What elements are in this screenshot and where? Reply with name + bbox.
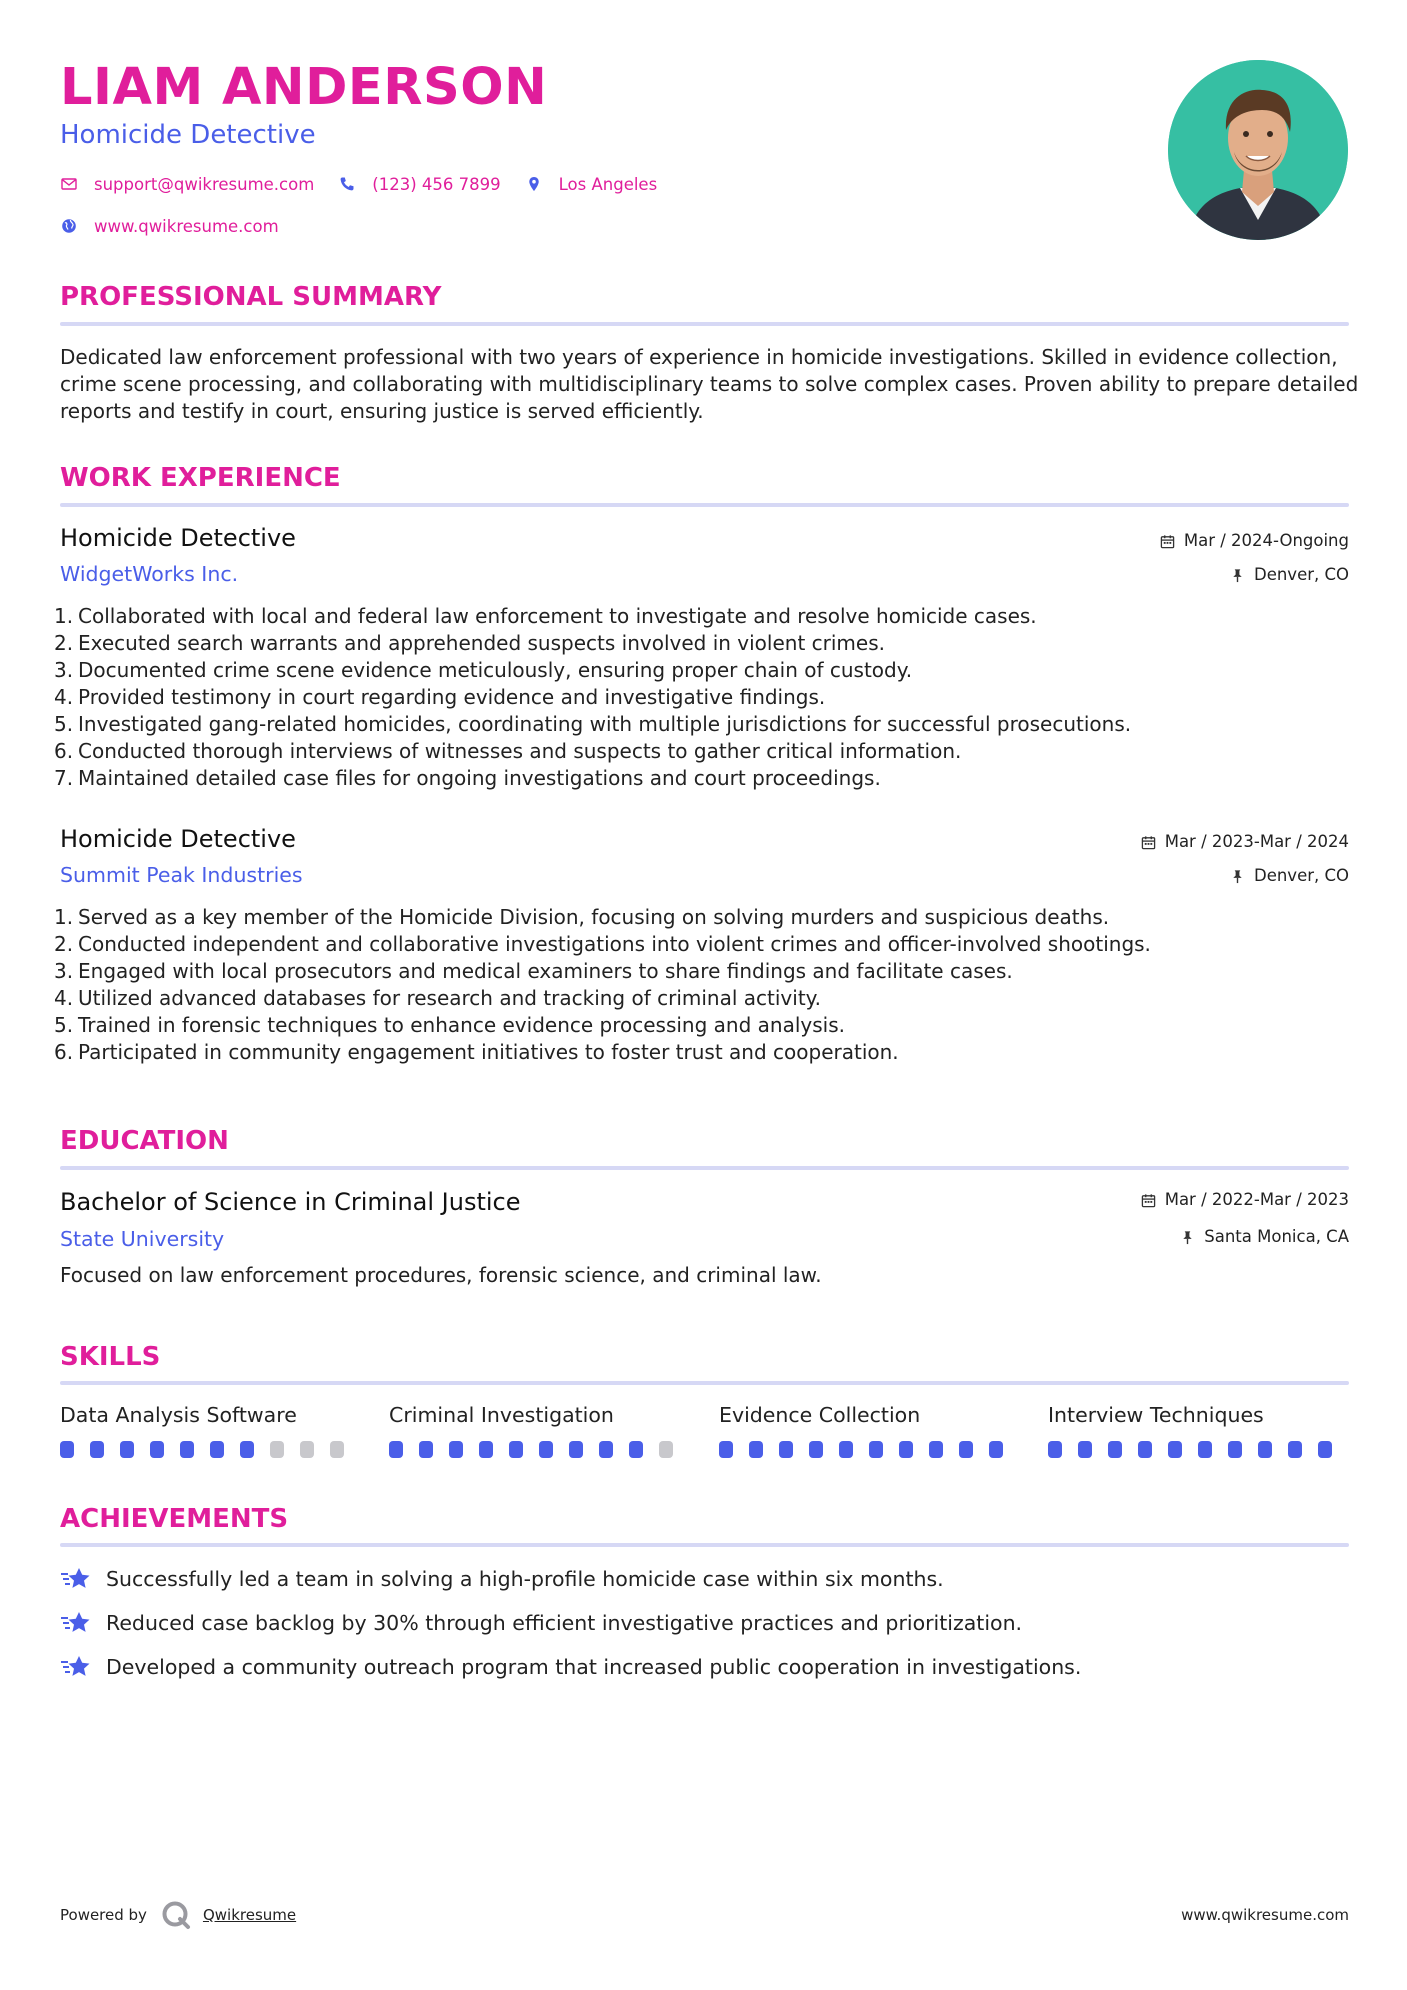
rating-dot-filled xyxy=(90,1441,104,1458)
contact-location xyxy=(525,175,658,194)
job-2-title: Homicide Detective xyxy=(60,825,296,853)
envelope-icon xyxy=(60,175,78,193)
list-item: 4. Utilized advanced databases for research and tracking of criminal activity. xyxy=(54,986,822,1010)
brand-link[interactable]: Qwikresume xyxy=(202,1906,297,1924)
list-item: 2. Executed search warrants and apprehended suspects involved in violent crimes. xyxy=(54,631,885,655)
contact-row-2 xyxy=(60,214,303,238)
achievement-item xyxy=(60,1565,944,1593)
rating-dot-filled xyxy=(150,1441,164,1458)
skill-rating xyxy=(1048,1441,1348,1458)
rating-dot-filled xyxy=(509,1441,523,1458)
star-icon xyxy=(60,1566,92,1592)
rating-dot-filled xyxy=(839,1441,853,1458)
qwikresume-logo-icon xyxy=(161,1900,191,1930)
globe-icon xyxy=(60,217,78,235)
education-heading: EDUCATION xyxy=(60,1126,229,1156)
rating-dot-filled xyxy=(989,1441,1003,1458)
education-description: Focused on law enforcement procedures, forensic science, and criminal law. xyxy=(60,1263,822,1287)
phone-text: (123) 456 7899 xyxy=(372,174,501,194)
rating-dot-filled xyxy=(389,1441,403,1458)
education-school: State University xyxy=(60,1227,225,1251)
rating-dot-filled xyxy=(1048,1441,1062,1458)
section-divider xyxy=(60,1381,1349,1385)
summary-heading: PROFESSIONAL SUMMARY xyxy=(60,282,442,312)
star-icon xyxy=(60,1610,92,1636)
rating-dot-filled xyxy=(180,1441,194,1458)
skills-heading: SKILLS xyxy=(60,1342,161,1372)
skill-item xyxy=(1048,1401,1348,1458)
job-2-dates-text: Mar / 2023-Mar / 2024 xyxy=(1164,832,1349,851)
contact-email[interactable] xyxy=(60,175,314,194)
list-item: 6. Participated in community engagement initiatives to foster trust and cooperation. xyxy=(54,1040,899,1064)
rating-dot-filled xyxy=(1258,1441,1272,1458)
achievements-heading: ACHIEVEMENTS xyxy=(60,1504,289,1534)
job-1-dates-text: Mar / 2024-Ongoing xyxy=(1183,531,1349,550)
rating-dot-filled xyxy=(569,1441,583,1458)
contact-row-1 xyxy=(60,172,681,196)
job-2-company: Summit Peak Industries xyxy=(60,863,303,887)
list-item: 6. Conducted thorough interviews of witnesses and suspects to gather critical information. xyxy=(54,739,962,763)
education-degree: Bachelor of Science in Criminal Justice xyxy=(60,1188,521,1216)
summary-text: Dedicated law enforcement professional with two years of experience in homicide investigations. Skilled in evidence collection, crime scene processing, and collaborating with multidisciplinary teams to solve complex cases. Proven ability to prepare detailed reports and testify in court, ensuring justice is served efficiently. xyxy=(60,345,1359,423)
rating-dot-filled xyxy=(959,1441,973,1458)
rating-dot-filled xyxy=(1318,1441,1332,1458)
skill-name: Evidence Collection xyxy=(719,1403,921,1427)
experience-heading: WORK EXPERIENCE xyxy=(60,463,341,493)
profile-photo xyxy=(1168,60,1348,240)
education-location xyxy=(1180,1226,1349,1248)
skill-item xyxy=(60,1401,360,1458)
achievement-text: Successfully led a team in solving a high-profile homicide case within six months. xyxy=(106,1567,944,1591)
job-1-company: WidgetWorks Inc. xyxy=(60,562,239,586)
pushpin-icon xyxy=(1180,1230,1195,1245)
pushpin-icon xyxy=(1230,568,1245,583)
calendar-icon xyxy=(1141,1193,1156,1208)
list-item: 5. Investigated gang-related homicides, coordinating with multiple jurisdictions for successful prosecutions. xyxy=(54,712,1132,736)
skill-name: Data Analysis Software xyxy=(60,1403,297,1427)
rating-dot-filled xyxy=(779,1441,793,1458)
list-item: 5. Trained in forensic techniques to enhance evidence processing and analysis. xyxy=(54,1013,845,1037)
job-1-duties xyxy=(54,603,1354,792)
job-2-dates xyxy=(1141,831,1349,853)
rating-dot-filled xyxy=(1078,1441,1092,1458)
rating-dot-empty xyxy=(659,1441,673,1458)
footer-website[interactable]: www.qwikresume.com xyxy=(1181,1906,1349,1924)
powered-by-label: Powered by xyxy=(60,1906,147,1924)
achievement-item xyxy=(60,1609,1022,1637)
list-item: 4. Provided testimony in court regarding evidence and investigative findings. xyxy=(54,685,826,709)
footer-powered-by xyxy=(60,1900,296,1930)
rating-dot-filled xyxy=(869,1441,883,1458)
rating-dot-filled xyxy=(599,1441,613,1458)
education-location-text: Santa Monica, CA xyxy=(1204,1227,1349,1246)
rating-dot-filled xyxy=(120,1441,134,1458)
calendar-icon xyxy=(1141,835,1156,850)
section-divider xyxy=(60,322,1349,326)
job-2-location-text: Denver, CO xyxy=(1253,866,1349,885)
rating-dot-filled xyxy=(1288,1441,1302,1458)
job-2-location xyxy=(1230,865,1349,887)
phone-icon xyxy=(338,175,356,193)
list-item: 7. Maintained detailed case files for ongoing investigations and court proceedings. xyxy=(54,766,881,790)
email-text: support@qwikresume.com xyxy=(94,174,315,194)
map-pin-icon xyxy=(525,175,543,193)
section-divider xyxy=(60,1166,1349,1170)
section-divider xyxy=(60,503,1349,507)
rating-dot-empty xyxy=(300,1441,314,1458)
job-1-dates xyxy=(1160,530,1349,552)
rating-dot-filled xyxy=(60,1441,74,1458)
rating-dot-filled xyxy=(240,1441,254,1458)
rating-dot-filled xyxy=(1138,1441,1152,1458)
rating-dot-filled xyxy=(899,1441,913,1458)
star-icon xyxy=(60,1654,92,1680)
contact-website[interactable] xyxy=(60,217,279,236)
rating-dot-empty xyxy=(270,1441,284,1458)
achievement-item xyxy=(60,1653,1081,1681)
rating-dot-filled xyxy=(419,1441,433,1458)
list-item: 3. Documented crime scene evidence meticulously, ensuring proper chain of custody. xyxy=(54,658,913,682)
website-text: www.qwikresume.com xyxy=(94,216,279,236)
rating-dot-filled xyxy=(809,1441,823,1458)
skill-item xyxy=(389,1401,689,1458)
rating-dot-filled xyxy=(719,1441,733,1458)
skill-rating xyxy=(60,1441,360,1458)
section-divider xyxy=(60,1543,1349,1547)
rating-dot-filled xyxy=(749,1441,763,1458)
job-1-title: Homicide Detective xyxy=(60,524,296,552)
achievement-text: Reduced case backlog by 30% through efficient investigative practices and prioritization. xyxy=(106,1611,1023,1635)
job-2-duties xyxy=(54,904,1354,1066)
job-1-location xyxy=(1230,564,1349,586)
rating-dot-filled xyxy=(210,1441,224,1458)
rating-dot-filled xyxy=(1198,1441,1212,1458)
skill-name: Criminal Investigation xyxy=(389,1403,614,1427)
skill-name: Interview Techniques xyxy=(1048,1403,1264,1427)
education-dates xyxy=(1141,1189,1349,1211)
rating-dot-filled xyxy=(1168,1441,1182,1458)
rating-dot-filled xyxy=(629,1441,643,1458)
education-dates-text: Mar / 2022-Mar / 2023 xyxy=(1164,1190,1349,1209)
rating-dot-filled xyxy=(1228,1441,1242,1458)
achievement-text: Developed a community outreach program that increased public cooperation in investigations. xyxy=(106,1655,1082,1679)
rating-dot-empty xyxy=(330,1441,344,1458)
calendar-icon xyxy=(1160,534,1175,549)
rating-dot-filled xyxy=(929,1441,943,1458)
list-item: 2. Conducted independent and collaborative investigations into violent crimes and officer-involved shootings. xyxy=(54,932,1151,956)
list-item: 3. Engaged with local prosecutors and medical examiners to share findings and facilitate cases. xyxy=(54,959,1013,983)
pushpin-icon xyxy=(1230,869,1245,884)
candidate-title: Homicide Detective xyxy=(60,120,316,150)
portrait-illustration xyxy=(1168,60,1348,240)
skill-item xyxy=(719,1401,1019,1458)
skill-rating xyxy=(719,1441,1019,1458)
candidate-name: LIAM ANDERSON xyxy=(60,58,548,117)
rating-dot-filled xyxy=(539,1441,553,1458)
list-item: 1. Served as a key member of the Homicide Division, focusing on solving murders and suspicious deaths. xyxy=(54,905,1110,929)
skill-rating xyxy=(389,1441,689,1458)
contact-phone[interactable] xyxy=(338,175,500,194)
rating-dot-filled xyxy=(449,1441,463,1458)
rating-dot-filled xyxy=(1108,1441,1122,1458)
job-1-location-text: Denver, CO xyxy=(1253,565,1349,584)
rating-dot-filled xyxy=(479,1441,493,1458)
location-text: Los Angeles xyxy=(558,174,658,194)
list-item: 1. Collaborated with local and federal law enforcement to investigate and resolve homicide cases. xyxy=(54,604,1037,628)
